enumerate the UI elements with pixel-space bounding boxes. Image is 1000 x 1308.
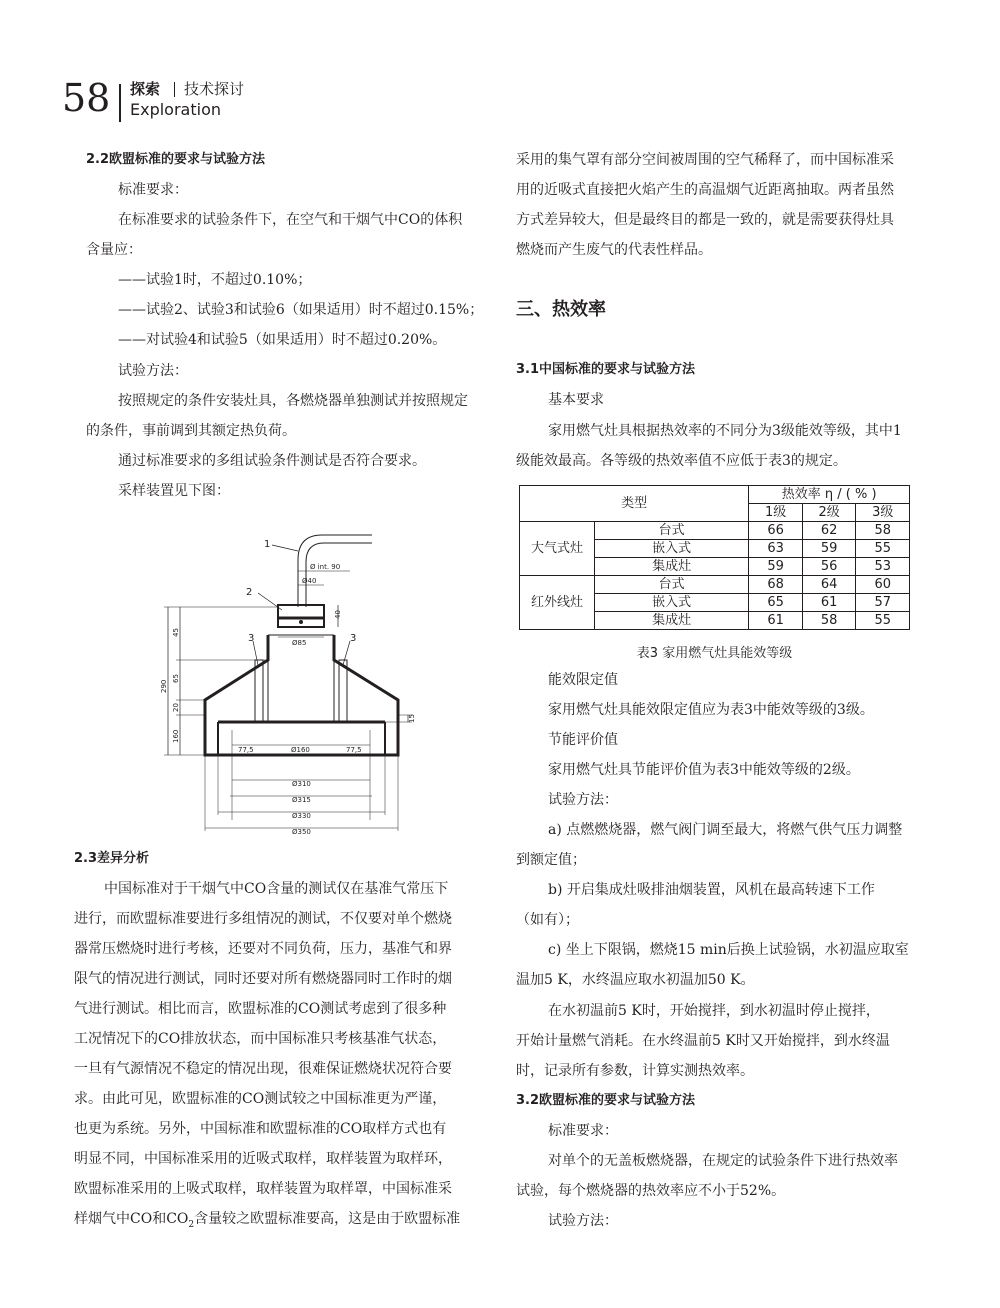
- subscript: 2: [188, 1219, 195, 1230]
- diagram-label: 3: [350, 633, 357, 644]
- table-cell: 55: [856, 540, 910, 558]
- paragraph: 在水初温前5 K时，开始搅拌，到水初温时停止搅拌，: [548, 1003, 880, 1019]
- diagram-label: 1: [264, 539, 271, 550]
- paragraph-line: 中国标准对于干烟气中CO含量的测试仅在基准气常压下: [104, 881, 449, 897]
- dim-label: Ø40: [302, 577, 317, 585]
- dim-label: 290: [160, 679, 168, 693]
- paragraph: 含量应：: [86, 242, 142, 258]
- table-cell: 58: [856, 522, 910, 540]
- table-cell: 61: [749, 612, 803, 630]
- table-row: [520, 486, 910, 504]
- table-cell: 台式: [595, 522, 749, 540]
- table-cell: 68: [749, 576, 803, 594]
- header-separator: [174, 82, 175, 97]
- paragraph: 按照规定的条件安装灶具，各燃烧器单独测试并按照规定: [118, 393, 468, 409]
- table-caption: 表3 家用燃气灶具能效等级: [636, 646, 793, 661]
- paragraph: 时，记录所有参数，计算实测热效率。: [516, 1063, 754, 1079]
- paragraph: 标准要求：: [548, 1123, 618, 1139]
- table-cell: 台式: [595, 576, 749, 594]
- header-divider: [119, 84, 121, 122]
- table-cell: 56: [802, 558, 856, 576]
- paragraph: 到额定值；: [516, 852, 586, 868]
- paragraph: a) 点燃燃烧器，燃气阀门调至最大，将燃气供气压力调整: [548, 822, 903, 838]
- table-cell: 53: [856, 558, 910, 576]
- paragraph: 家用燃气灶具节能评价值为表3中能效等级的2级。: [548, 762, 860, 778]
- heading-3-2: 3.2欧盟标准的要求与试验方法: [516, 1093, 696, 1108]
- table-cell: 66: [749, 522, 803, 540]
- dim-label: Ø315: [292, 796, 311, 804]
- table-row: [520, 522, 910, 540]
- table-cell: 59: [802, 540, 856, 558]
- diagram-label: 3: [248, 633, 255, 644]
- table-cell: 嵌入式: [595, 594, 749, 612]
- sampling-hood-diagram: [150, 525, 420, 845]
- paragraph: 家用燃气灶具根据热效率的不同分为3级能效等级，其中1: [548, 423, 902, 439]
- efficiency-table: [519, 485, 910, 630]
- table-cell: 58: [802, 612, 856, 630]
- paragraph-line: 工况情况下的CO排放状态，而中国标准只考核基准气状态，: [74, 1031, 447, 1047]
- paragraph: 通过标准要求的多组试验条件测试是否符合要求。: [118, 453, 426, 469]
- table-cell: 64: [802, 576, 856, 594]
- page-number: 58: [62, 76, 111, 120]
- table-header: 类型: [520, 486, 749, 522]
- paragraph-line: 一旦有气源情况不稳定的情况出现，很难保证燃烧状况符合要: [74, 1061, 452, 1077]
- table-cell: 55: [856, 612, 910, 630]
- paragraph-line: 进行，而欧盟标准要进行多组情况的测试，不仅要对单个燃烧: [74, 911, 452, 927]
- dim-label: 20: [172, 703, 180, 712]
- table-cell: 63: [749, 540, 803, 558]
- header-section-en: Exploration: [130, 100, 221, 119]
- heading-2-3: 2.3差异分析: [74, 851, 150, 866]
- paragraph: 试验方法：: [548, 1213, 618, 1229]
- paragraph: 采样装置见下图：: [118, 483, 230, 499]
- list-item: ——试验1时，不超过0.10%；: [118, 272, 312, 288]
- paragraph: 节能评价值: [548, 732, 618, 748]
- paragraph-line: 欧盟标准采用的上吸式取样，取样装置为取样罩，中国标准采: [74, 1181, 452, 1197]
- paragraph-line: 明显不同，中国标准采用的近吸式取样，取样装置为取样环，: [74, 1151, 452, 1167]
- paragraph: b) 开启集成灶吸排油烟装置，风机在最高转速下工作: [548, 882, 875, 898]
- dim-label: Ø310: [292, 780, 311, 788]
- paragraph-line: 求。由此可见，欧盟标准的CO测试较之中国标准更为严谨，: [74, 1091, 447, 1107]
- paragraph: （如有）；: [516, 912, 579, 928]
- paragraph: 家用燃气灶具能效限定值应为表3中能效等级的3级。: [548, 702, 874, 718]
- table-cell: 集成灶: [595, 558, 749, 576]
- paragraph: 级能效最高。各等级的热效率值不应低于表3的规定。: [516, 453, 847, 469]
- dim-label: 77,5: [346, 746, 362, 754]
- paragraph-line: [74, 1209, 460, 1235]
- header-section: 探索: [130, 80, 161, 98]
- dim-label: Ø int. 90: [310, 563, 341, 571]
- paragraph-line: 气进行测试。相比而言，欧盟标准的CO测试考虑到了很多种: [74, 1001, 447, 1017]
- paragraph: 能效限定值: [548, 672, 618, 688]
- heading-3-1: 3.1中国标准的要求与试验方法: [516, 362, 696, 377]
- table-header: 热效率 η / ( % ): [749, 486, 910, 504]
- paragraph: 试验方法：: [118, 363, 188, 379]
- table-cell: 61: [802, 594, 856, 612]
- paragraph: 的条件，事前调到其额定热负荷。: [86, 423, 296, 439]
- table-cell: 集成灶: [595, 612, 749, 630]
- dim-label: 45: [172, 628, 180, 637]
- dim-label: Ø330: [292, 812, 311, 820]
- paragraph: 试验，每个燃烧器的热效率应不小于52%。: [516, 1183, 786, 1199]
- table-header: 1级: [749, 504, 803, 522]
- table-cell: 57: [856, 594, 910, 612]
- paragraph: 温加5 K，水终温应取水初温加50 K。: [516, 972, 755, 988]
- text-run: 样烟气中CO和CO: [74, 1211, 189, 1227]
- table-row: [520, 576, 910, 594]
- diagram-label: 2: [246, 587, 253, 598]
- paragraph: 对单个的无盖板燃烧器，在规定的试验条件下进行热效率: [548, 1153, 898, 1169]
- paragraph-line: 燃烧而产生废气的代表性样品。: [516, 242, 712, 258]
- list-item: ——对试验4和试验5（如果适用）时不超过0.20%。: [118, 332, 447, 348]
- table-cell: 65: [749, 594, 803, 612]
- dim-label: 77,5: [238, 746, 254, 754]
- table-cell: 62: [802, 522, 856, 540]
- paragraph: 在标准要求的试验条件下，在空气和干烟气中CO的体积: [118, 212, 463, 228]
- text-run: 含量较之欧盟标准要高，这是由于欧盟标准: [194, 1211, 461, 1227]
- paragraph-line: 限气的情况进行测试，同时还要对所有燃烧器同时工作时的烟: [74, 971, 452, 987]
- header-subsection: 技术探讨: [184, 80, 245, 98]
- dim-label: 40: [334, 610, 342, 619]
- list-item: ——试验2、试验3和试验6（如果适用）时不超过0.15%；: [118, 302, 484, 318]
- dim-label: Ø85: [292, 639, 307, 647]
- paragraph-line: 也更为系统。另外，中国标准和欧盟标准的CO取样方式也有: [74, 1121, 447, 1137]
- paragraph: 试验方法：: [548, 792, 618, 808]
- paragraph-line: 器常压燃烧时进行考核，还要对不同负荷，压力，基准气和界: [74, 941, 452, 957]
- table-header: 2级: [802, 504, 856, 522]
- dim-label: 15: [408, 714, 416, 723]
- table-cell: 60: [856, 576, 910, 594]
- dim-label: 160: [172, 729, 180, 743]
- table-cell: 大气式灶: [520, 522, 595, 576]
- table-cell: 嵌入式: [595, 540, 749, 558]
- paragraph: 开始计量燃气消耗。在水终温前5 K时又开始搅拌，到水终温: [516, 1033, 890, 1049]
- table-header: 3级: [856, 504, 910, 522]
- paragraph-line: 方式差异较大，但是最终目的都是一致的，就是需要获得灶具: [516, 212, 894, 228]
- dim-label: 65: [172, 674, 180, 683]
- dim-label: Ø350: [292, 828, 311, 836]
- paragraph: 标准要求：: [118, 182, 188, 198]
- paragraph-line: 采用的集气罩有部分空间被周围的空气稀释了，而中国标准采: [516, 152, 894, 168]
- paragraph-line: 用的近吸式直接把火焰产生的高温烟气近距离抽取。两者虽然: [516, 182, 894, 198]
- table-cell: 红外线灶: [520, 576, 595, 630]
- paragraph: c) 坐上下限锅，燃烧15 min后换上试验锅，水初温应取室: [548, 942, 909, 958]
- dim-label: Ø160: [291, 746, 310, 754]
- heading-3: 三、热效率: [516, 299, 606, 320]
- heading-2-2: 2.2欧盟标准的要求与试验方法: [86, 152, 266, 167]
- table-cell: 59: [749, 558, 803, 576]
- paragraph: 基本要求: [548, 392, 604, 408]
